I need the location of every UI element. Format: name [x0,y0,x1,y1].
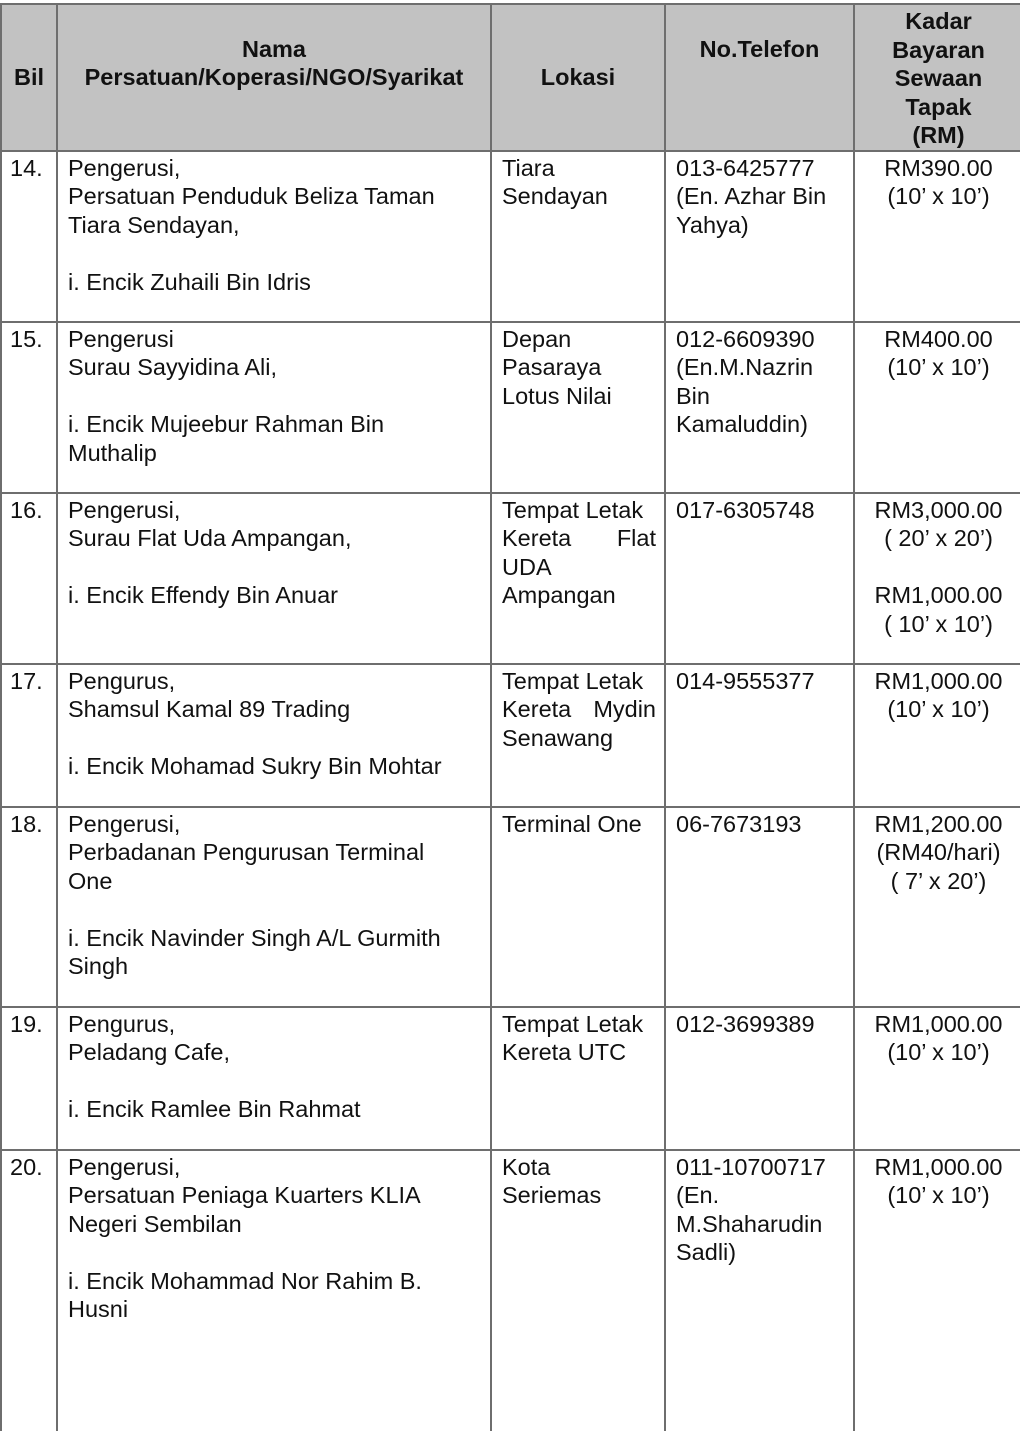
table-row [1,493,1020,664]
location-line: Seriemas [502,1182,602,1208]
cell-telefon [665,807,854,1007]
rental-rate-line: RM1,000.00 [874,1010,1003,1037]
organisation-name-line: Peladang Cafe, [68,1039,231,1065]
cell-telefon [665,664,854,807]
organisation-name-line: Pengerusi, [68,154,181,181]
row-number: 15. [10,325,43,352]
representative-name-line: Husni [68,1296,129,1322]
location-line: Tempat Letak [502,1010,644,1037]
phone-line: Yahya) [676,211,749,238]
phone-line: 06-7673193 [676,810,802,837]
location-word: Kereta [502,525,572,551]
cell-kadar [854,493,1020,664]
organisation-name-line: Pengerusi, [68,496,181,523]
row-number: 14. [10,154,43,181]
organisation-name-line: One [68,867,113,894]
location-line [502,524,656,553]
table-row [1,322,1020,493]
table-row [1,1150,1020,1431]
row-number: 19. [10,1010,43,1037]
rental-rate-line: (10’ x 10’) [887,696,990,722]
representative-name-line: i. Encik Zuhaili Bin Idris [68,268,311,295]
location-word: Mydin [593,696,656,722]
phone-line: (En.M.Nazrin [676,354,814,380]
rental-rate-line: RM390.00 [884,154,993,181]
organisation-name-line: Pengurus, [68,667,176,694]
rental-rate-line: ( 20’ x 20’) [884,525,993,551]
organisation-name-line: Surau Flat Uda Ampangan, [68,525,352,551]
representative-name-line: i. Encik Mohamad Sukry Bin Mohtar [68,753,442,779]
cell-lokasi [491,493,665,664]
rental-rate-line: RM1,200.00 [874,810,1003,837]
phone-line: M.Shaharudin [676,1210,823,1237]
rental-rate-line: RM1,000.00 [874,582,1003,608]
table-header-row [1,4,1020,151]
location-line: Ampangan [502,582,616,608]
phone-line: Kamaluddin) [676,411,808,437]
cell-bil [1,322,57,493]
cell-lokasi [491,807,665,1007]
location-line: UDA [502,553,552,580]
cell-lokasi [491,1007,665,1150]
cell-kadar [854,1150,1020,1431]
cell-bil [1,1007,57,1150]
row-number: 18. [10,810,43,837]
representative-name-line: Singh [68,953,129,979]
organisation-name-line: Persatuan Penduduk Beliza Taman [68,183,435,209]
phone-line: 012-3699389 [676,1010,815,1037]
location-line: Tiara [502,154,555,181]
table-row [1,151,1020,322]
row-number: 16. [10,496,43,523]
phone-line: Sadli) [676,1239,737,1265]
cell-nama [57,807,491,1007]
rental-rate-line: (10’ x 10’) [887,1039,990,1065]
rental-rate-line: (RM40/hari) [876,839,1001,865]
rental-rate-line: RM1,000.00 [874,667,1003,694]
cell-telefon [665,1150,854,1431]
rental-rate-line: RM3,000.00 [874,496,1003,523]
rental-rate-line: ( 10’ x 10’) [884,610,993,637]
cell-kadar [854,151,1020,322]
cell-lokasi [491,1150,665,1431]
header-kadar-bayaran: Kadar Bayaran Sewaan Tapak (RM) [854,4,1020,151]
rental-rate-line: (10’ x 10’) [887,183,990,209]
phone-line: (En. [676,1182,720,1208]
location-word: Flat [616,525,656,551]
cell-bil [1,807,57,1007]
site-rental-table [0,3,1020,1431]
rental-rate-line: (10’ x 10’) [887,1182,990,1208]
header-telefon: No.Telefon [665,4,854,151]
organisation-name-line: Shamsul Kamal 89 Trading [68,696,351,722]
cell-nama [57,151,491,322]
cell-kadar [854,322,1020,493]
cell-telefon [665,1007,854,1150]
representative-name-line: i. Encik Effendy Bin Anuar [68,582,338,608]
cell-kadar [854,1007,1020,1150]
cell-nama [57,664,491,807]
row-number: 17. [10,667,43,694]
organisation-name-line: Pengerusi [68,325,174,352]
cell-kadar [854,664,1020,807]
location-line [502,695,656,724]
representative-name-line: i. Encik Mujeebur Rahman Bin [68,411,385,437]
representative-name-line: i. Encik Ramlee Bin Rahmat [68,1096,361,1122]
location-line: Kota [502,1153,551,1180]
phone-line: Bin [676,382,710,409]
header-lokasi: Lokasi [491,4,665,151]
location-line: Pasaraya [502,354,602,380]
location-line: Terminal One [502,810,642,837]
cell-nama [57,322,491,493]
cell-nama [57,493,491,664]
organisation-name-line: Pengerusi, [68,810,181,837]
organisation-name-line: Tiara Sendayan, [68,211,240,238]
header-bil: Bil [1,4,57,151]
row-number: 20. [10,1153,43,1180]
representative-name-line: Muthalip [68,439,157,466]
representative-name-line: i. Encik Navinder Singh A/L Gurmith [68,924,441,951]
cell-lokasi [491,322,665,493]
organisation-name-line: Pengurus, [68,1010,176,1037]
organisation-name-line: Persatuan Peniaga Kuarters KLIA [68,1182,421,1208]
table-row [1,1007,1020,1150]
cell-bil [1,1150,57,1431]
location-line: Senawang [502,724,614,751]
phone-line: (En. Azhar Bin [676,183,827,209]
cell-telefon [665,151,854,322]
organisation-name-line: Pengerusi, [68,1153,181,1180]
cell-lokasi [491,151,665,322]
location-line: Depan [502,325,572,352]
cell-telefon [665,493,854,664]
representative-name-line: i. Encik Mohammad Nor Rahim B. [68,1267,422,1294]
location-line: Kereta UTC [502,1039,627,1065]
phone-line: 012-6609390 [676,325,815,352]
location-line: Tempat Letak [502,667,644,694]
phone-line: 017-6305748 [676,496,815,523]
organisation-name-line: Surau Sayyidina Ali, [68,354,278,380]
cell-nama [57,1007,491,1150]
rental-rate-line: RM1,000.00 [874,1153,1003,1180]
cell-bil [1,151,57,322]
location-line: Tempat Letak [502,496,644,523]
table-row [1,807,1020,1007]
location-line: Lotus Nilai [502,382,612,409]
rental-rate-line: RM400.00 [884,325,993,352]
cell-bil [1,664,57,807]
table-row [1,664,1020,807]
header-nama: Nama Persatuan/Koperasi/NGO/Syarikat [57,4,491,151]
cell-nama [57,1150,491,1431]
organisation-name-line: Negeri Sembilan [68,1210,242,1237]
rental-rate-line: ( 7’ x 20’) [890,867,987,894]
location-line: Sendayan [502,183,608,209]
phone-line: 014-9555377 [676,667,815,694]
organisation-name-line: Perbadanan Pengurusan Terminal [68,839,425,865]
cell-telefon [665,322,854,493]
cell-lokasi [491,664,665,807]
phone-line: 011-10700717 [676,1153,826,1180]
cell-kadar [854,807,1020,1007]
location-word: Kereta [502,696,572,722]
phone-line: 013-6425777 [676,154,815,181]
cell-bil [1,493,57,664]
rental-rate-line: (10’ x 10’) [887,354,990,380]
